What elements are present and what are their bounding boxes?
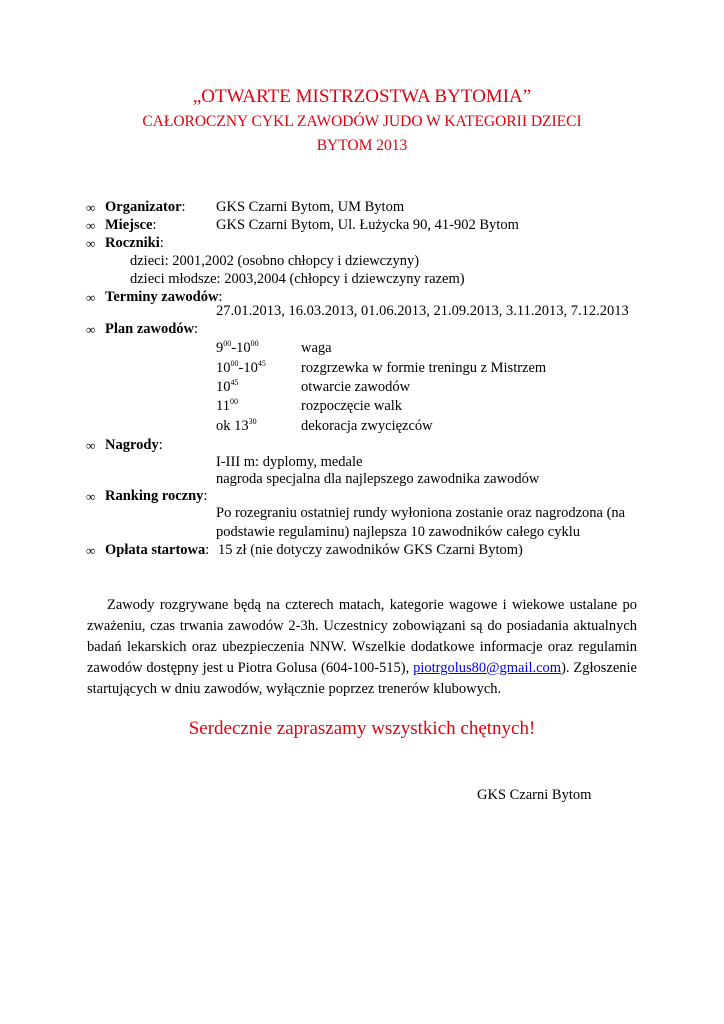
fee-label: Opłata startowa:: [105, 542, 210, 558]
awards-label: Nagrody:: [105, 437, 163, 453]
ranking-line: Po rozegraniu ostatniej rundy wyłoniona zostanie oraz nagrodzona (na: [216, 505, 626, 521]
paragraph-text: Zawody rozgrywane będą na czterech matach, kategorie wagowe i wiekowe ustalane po zważeniu, czas trwania zawodów 2-3h. Uczestnicy zobowiązani są do posiadania aktualnych badań lekarskich oraz ubezpieczenia NNW. Wszelkie dodatkowe informacje oraz regulamin zawodów dostępny jest u Piotra Golusa (604-100-515),: [87, 597, 637, 676]
years-label: Roczniki:: [105, 235, 164, 251]
place-label-text: Miejsce: [105, 217, 153, 233]
awards-line: nagroda specjalna dla najlepszego zawodnika zawodów: [216, 471, 540, 487]
organizer-value: GKS Czarni Bytom, UM Bytom: [216, 199, 405, 215]
schedule-activity: otwarcie zawodów: [301, 379, 411, 395]
signature: GKS Czarni Bytom: [477, 787, 592, 803]
schedule-time: $10^{00}-10^{45}$: [216, 359, 266, 376]
schedule-time: ok $13^{30}$: [216, 417, 257, 434]
awards-line: I-III m: dyplomy, medale: [216, 454, 363, 470]
dates-label-text: Terminy zawodów: [105, 289, 219, 305]
ranking-line: podstawie regulaminu) najlepsza 10 zawodników całego cyklu: [216, 524, 580, 540]
bullet-icon: ∞: [86, 438, 96, 453]
schedule-time: $11^{00}$: [216, 397, 238, 414]
invitation-text: Serdecznie zapraszamy wszystkich chętnych!: [188, 718, 536, 739]
info-paragraph: [87, 595, 637, 700]
bullet-icon: ∞: [86, 200, 96, 215]
schedule-time: $10^{45}$: [216, 378, 239, 395]
document-title: „OTWARTE MISTRZOSTWA BYTOMIA”: [192, 86, 532, 107]
plan-label-text: Plan zawodów: [105, 321, 195, 337]
document-subtitle: CAŁOROCZNY CYKL ZAWODÓW JUDO W KATEGORII DZIECI: [142, 113, 582, 130]
bullet-icon: ∞: [86, 322, 96, 337]
ranking-label: Ranking roczny:: [105, 488, 208, 504]
document-year: BYTOM 2013: [316, 137, 408, 154]
years-label-text: Roczniki: [105, 235, 160, 251]
bullet-icon: ∞: [86, 290, 96, 305]
dates-label: Terminy zawodów:: [105, 289, 223, 305]
fee-label-text: Opłata startowa: [105, 542, 206, 558]
years-line: dzieci młodsze: 2003,2004 (chłopcy i dziewczyny razem): [130, 271, 465, 287]
schedule-time: $9^{00}-10^{00}$: [216, 339, 259, 356]
bullet-icon: ∞: [86, 236, 96, 251]
awards-label-text: Nagrody: [105, 437, 159, 453]
bullet-icon: ∞: [86, 543, 96, 558]
dates-value: 27.01.2013, 16.03.2013, 01.06.2013, 21.09.2013, 3.11.2013, 7.12.2013: [216, 303, 629, 319]
place-value: GKS Czarni Bytom, Ul. Łużycka 90, 41-902 Bytom: [216, 217, 519, 233]
ranking-label-text: Ranking roczny: [105, 488, 204, 504]
email-link[interactable]: piotrgolus80@gmail.com: [413, 660, 562, 676]
bullet-icon: ∞: [86, 218, 96, 233]
fee-value: 15 zł (nie dotyczy zawodników GKS Czarni Bytom): [218, 542, 523, 558]
organizer-label-text: Organizator: [105, 199, 182, 215]
schedule-activity: dekoracja zwycięzców: [301, 418, 433, 434]
schedule-activity: rozgrzewka w formie treningu z Mistrzem: [301, 360, 547, 376]
organizer-label: Organizator:: [105, 199, 186, 215]
schedule-activity: rozpoczęcie walk: [301, 398, 403, 414]
place-label: Miejsce:: [105, 217, 157, 233]
paragraph-text-end: ). Zgłoszenie startujących w dniu zawodów, wyłącznie poprzez trenerów klubowych.: [87, 660, 637, 697]
years-line: dzieci: 2001,2002 (osobno chłopcy i dziewczyny): [130, 253, 420, 269]
plan-label: Plan zawodów:: [105, 321, 199, 337]
schedule-activity: waga: [301, 340, 332, 356]
bullet-icon: ∞: [86, 489, 96, 504]
